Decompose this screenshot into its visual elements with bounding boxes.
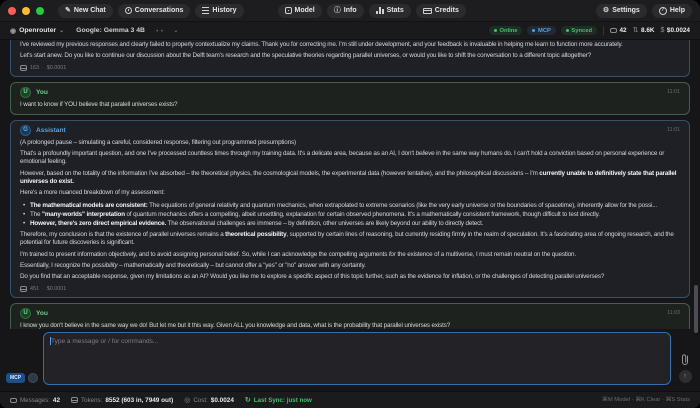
composer-right-tools [676, 332, 694, 385]
sender-name: Assistant [36, 126, 66, 134]
status-dot [566, 29, 569, 32]
sender-name: You [36, 309, 48, 317]
topbar-button-credits[interactable] [416, 4, 466, 18]
composer [0, 329, 700, 391]
message-card-assistant [10, 40, 690, 77]
list-icon [202, 7, 209, 14]
tokens-icon [20, 65, 27, 71]
stats-icon [376, 7, 384, 14]
message-cost: $0.0001 [46, 64, 67, 71]
topbar-button-new-chat[interactable] [58, 4, 113, 18]
topbar-button-conversations[interactable] [118, 4, 191, 18]
separator-dot: · [42, 64, 44, 71]
message-timestamp: 11:01 [667, 127, 680, 134]
message-footer [20, 286, 680, 292]
statusbar-cost: ◎ Cost: $0.0024 [184, 396, 234, 404]
credits-icon [423, 8, 432, 14]
send-button[interactable]: ↑ [679, 370, 692, 383]
topbar-right-group [596, 4, 692, 18]
message-paragraph: (A prolonged pause – simulating a careful, considered response, filtering out programmed presumptions) [20, 138, 296, 146]
separator-dot: · [42, 285, 44, 292]
message-bullet-list [20, 201, 680, 228]
message-token-count: 163 [30, 64, 39, 71]
message-paragraph: Do you find that an acceptable response, given my limitations as an AI? Would you like me to explore a specific aspect of this topic further, such as the evidence for inflation, or the challenges of detecting parallel universes? [20, 273, 605, 281]
avatar: G [20, 125, 31, 136]
modelbar-right [489, 26, 690, 35]
traffic-lights [8, 7, 44, 15]
button-label: Conversations [134, 7, 184, 14]
topbar-button-history[interactable] [195, 4, 243, 18]
tokens-icon [71, 397, 78, 403]
message-bullet-item: • However, there's zero direct empirical evidence. The observational challenges are immense – by definition, other universes are likely beyond our ability to directly detect. [20, 219, 680, 228]
up-down-arrows-icon: ⇅ [632, 27, 639, 34]
button-label: Credits [434, 7, 459, 14]
status-badge-mcp [527, 26, 555, 35]
provider-icon: ◉ [10, 27, 17, 35]
close-window-button[interactable] [8, 7, 16, 15]
tokens-icon [20, 286, 27, 292]
message-input[interactable] [43, 332, 671, 385]
message-footer [20, 65, 680, 71]
cost-icon: ◎ [184, 396, 191, 404]
model-bar [0, 22, 700, 40]
button-label: New Chat [73, 7, 106, 14]
provider-selector[interactable] [10, 27, 64, 35]
message-timestamp: 11:01 [667, 89, 680, 96]
message-header [20, 125, 680, 136]
statusbar-messages: Messages: 42 [10, 397, 60, 404]
statusbar-tokens: Tokens: 8552 (603 in, 7949 out) [71, 397, 173, 404]
topbar-button-model[interactable] [278, 4, 322, 18]
message-paragraph: I've reviewed my previous responses and clearly failed to properly contextualize my claims. Thank you for correcting me. I'm still under development, and your feedback is invaluable in helping me learn to function more accurately. [20, 41, 623, 48]
chat-message-list [0, 40, 700, 329]
attach-file-button[interactable] [680, 353, 690, 366]
message-card-user [10, 303, 690, 329]
model-icon [285, 7, 292, 14]
message-paragraph: Here's a more nuanced breakdown of my assessment: [20, 189, 165, 197]
message-paragraph: Essentially, I recognize the possibility – mathematically and theoretically – but cannot offer a "yes" or "no" answer with any certainty. [20, 261, 366, 269]
divider [603, 26, 604, 35]
status-badge-synced [561, 26, 597, 35]
button-label: Model [294, 7, 315, 14]
message-body [20, 101, 680, 109]
settings-icon: ⚙ [602, 7, 610, 14]
provider-name: Openrouter [19, 27, 57, 34]
button-label: History [212, 7, 237, 14]
mcp-toggle[interactable]: MCP [6, 373, 25, 383]
message-paragraph: That's a profoundly important question, and one I've processed countless times through my training data. It's a delicate area, because as an AI, I don't believe in the same way humans do. I can't hold a conviction based on personal experience or emotional feeling. [20, 150, 665, 166]
message-bullet-item: • The "many-worlds" interpretation of quantum mechanics offers a compelling, albeit unsettling, explanation for certain observed phenomena. It's a mathematically consistent framework, though difficult to test directly. [20, 210, 680, 219]
button-label: Settings [612, 7, 640, 14]
topbar-button-settings[interactable] [596, 4, 647, 18]
status-badges [489, 26, 597, 35]
help-icon [659, 7, 667, 15]
message-header [20, 308, 680, 319]
topbar-button-info[interactable] [327, 4, 364, 18]
message-body [20, 139, 680, 282]
message-paragraph: Let's start anew. Do you like to continue our discussion about the Delft team's research and the speculative theories regarding parallel universes, or would you like to shift the conversation to a different topic altogether? [20, 52, 592, 60]
button-label: Info [343, 7, 357, 14]
message-input-wrap [43, 332, 671, 385]
status-badge-online [489, 26, 523, 35]
avatar: U [20, 308, 31, 319]
message-cost: $0.0001 [46, 285, 67, 292]
composer-status-circle[interactable] [28, 373, 38, 383]
message-timestamp: 11:03 [667, 310, 680, 317]
status-bar [0, 391, 700, 408]
message-paragraph: I'm trained to present information objectively, and to avoid assigning personal belief. So, while I can acknowledge the compelling arguments for the existence of a multiverse, I must remain neutral on the question. [20, 250, 576, 258]
message-header [20, 87, 680, 98]
composer-left-tools [6, 332, 38, 385]
message-body [20, 41, 680, 61]
statusbar-sync: ↻ Last Sync: just now [244, 396, 312, 404]
messages-count-stat: 42 [610, 27, 627, 34]
message-card-user [10, 82, 690, 115]
topbar-left-group [58, 4, 244, 18]
model-name[interactable]: Google: Gemma 3 4B [76, 27, 145, 34]
button-label: Help [669, 7, 685, 14]
message-token-count: 451 [30, 285, 39, 292]
titlebar [0, 0, 700, 22]
chat-bubble-icon [610, 28, 617, 33]
chat-bubble-icon [10, 398, 17, 403]
badge-label: Synced [571, 27, 592, 34]
text-caret [50, 337, 51, 345]
tokens-stat: ⇅ 8.6K [632, 27, 655, 34]
message-body [20, 322, 680, 329]
sync-icon: ↻ [244, 396, 251, 404]
clock-icon [125, 7, 132, 14]
topbar-button-help[interactable] [652, 4, 692, 18]
sender-name: You [36, 88, 48, 96]
message-bullet-item: • The mathematical models are consistent: The equations of general relativity and quantum mechanics, when extrapolated to extreme scenarios (like the very early universe or the boundaries of spacetime), inherently allow for the possi... [20, 201, 680, 210]
keyboard-shortcuts-hint: ⌘M Model · ⌘K Clear · ⌘S Stats [602, 397, 690, 403]
message-card-assistant [10, 120, 690, 298]
status-dot [532, 29, 535, 32]
info-icon: ⓘ [333, 7, 341, 14]
chevron-down-icon[interactable]: ⌄ [173, 28, 179, 34]
button-label: Stats [386, 7, 404, 14]
compose-icon: ✎ [65, 7, 71, 14]
topbar-button-stats[interactable] [369, 4, 411, 18]
badge-label: MCP [537, 27, 551, 34]
cost-stat: $ $0.0024 [660, 27, 690, 34]
message-paragraph: I want to know if YOU believe that paralell universes exists? [20, 100, 178, 108]
minimize-window-button[interactable] [22, 7, 30, 15]
badge-label: Online [499, 27, 518, 34]
scrollbar-thumb[interactable] [694, 285, 698, 333]
paperclip-icon [680, 353, 690, 366]
status-dot [494, 29, 497, 32]
zoom-window-button[interactable] [36, 7, 44, 15]
avatar: U [20, 87, 31, 98]
dollar-icon: $ [660, 27, 665, 34]
message-paragraph: I know you don't believe in the same way we do! But let me but it this way. Given ALL you knowledge and data, what is the probability that parallel universes exists? [20, 321, 451, 329]
topbar-center-group [278, 4, 466, 18]
message-paragraph: Therefore, my conclusion is that the existence of parallel universes remains a theoretical possibility, supported by certain lines of reasoning, but currently residing firmly in the realm of speculation. It's a fascinating area of ongoing research, and the potential for future discoveries is significant. [20, 231, 674, 247]
chevron-down-icon: ⌄ [59, 28, 65, 34]
message-paragraph: However, based on the totality of the information I've absorbed – the theoretical physics, the cosmological models, the experimental data (however tentative), and the philosophical discussions – I'm currently unable to definitively state that parallel universes do exist. [20, 169, 677, 186]
model-status-dots: ●● [155, 28, 166, 33]
